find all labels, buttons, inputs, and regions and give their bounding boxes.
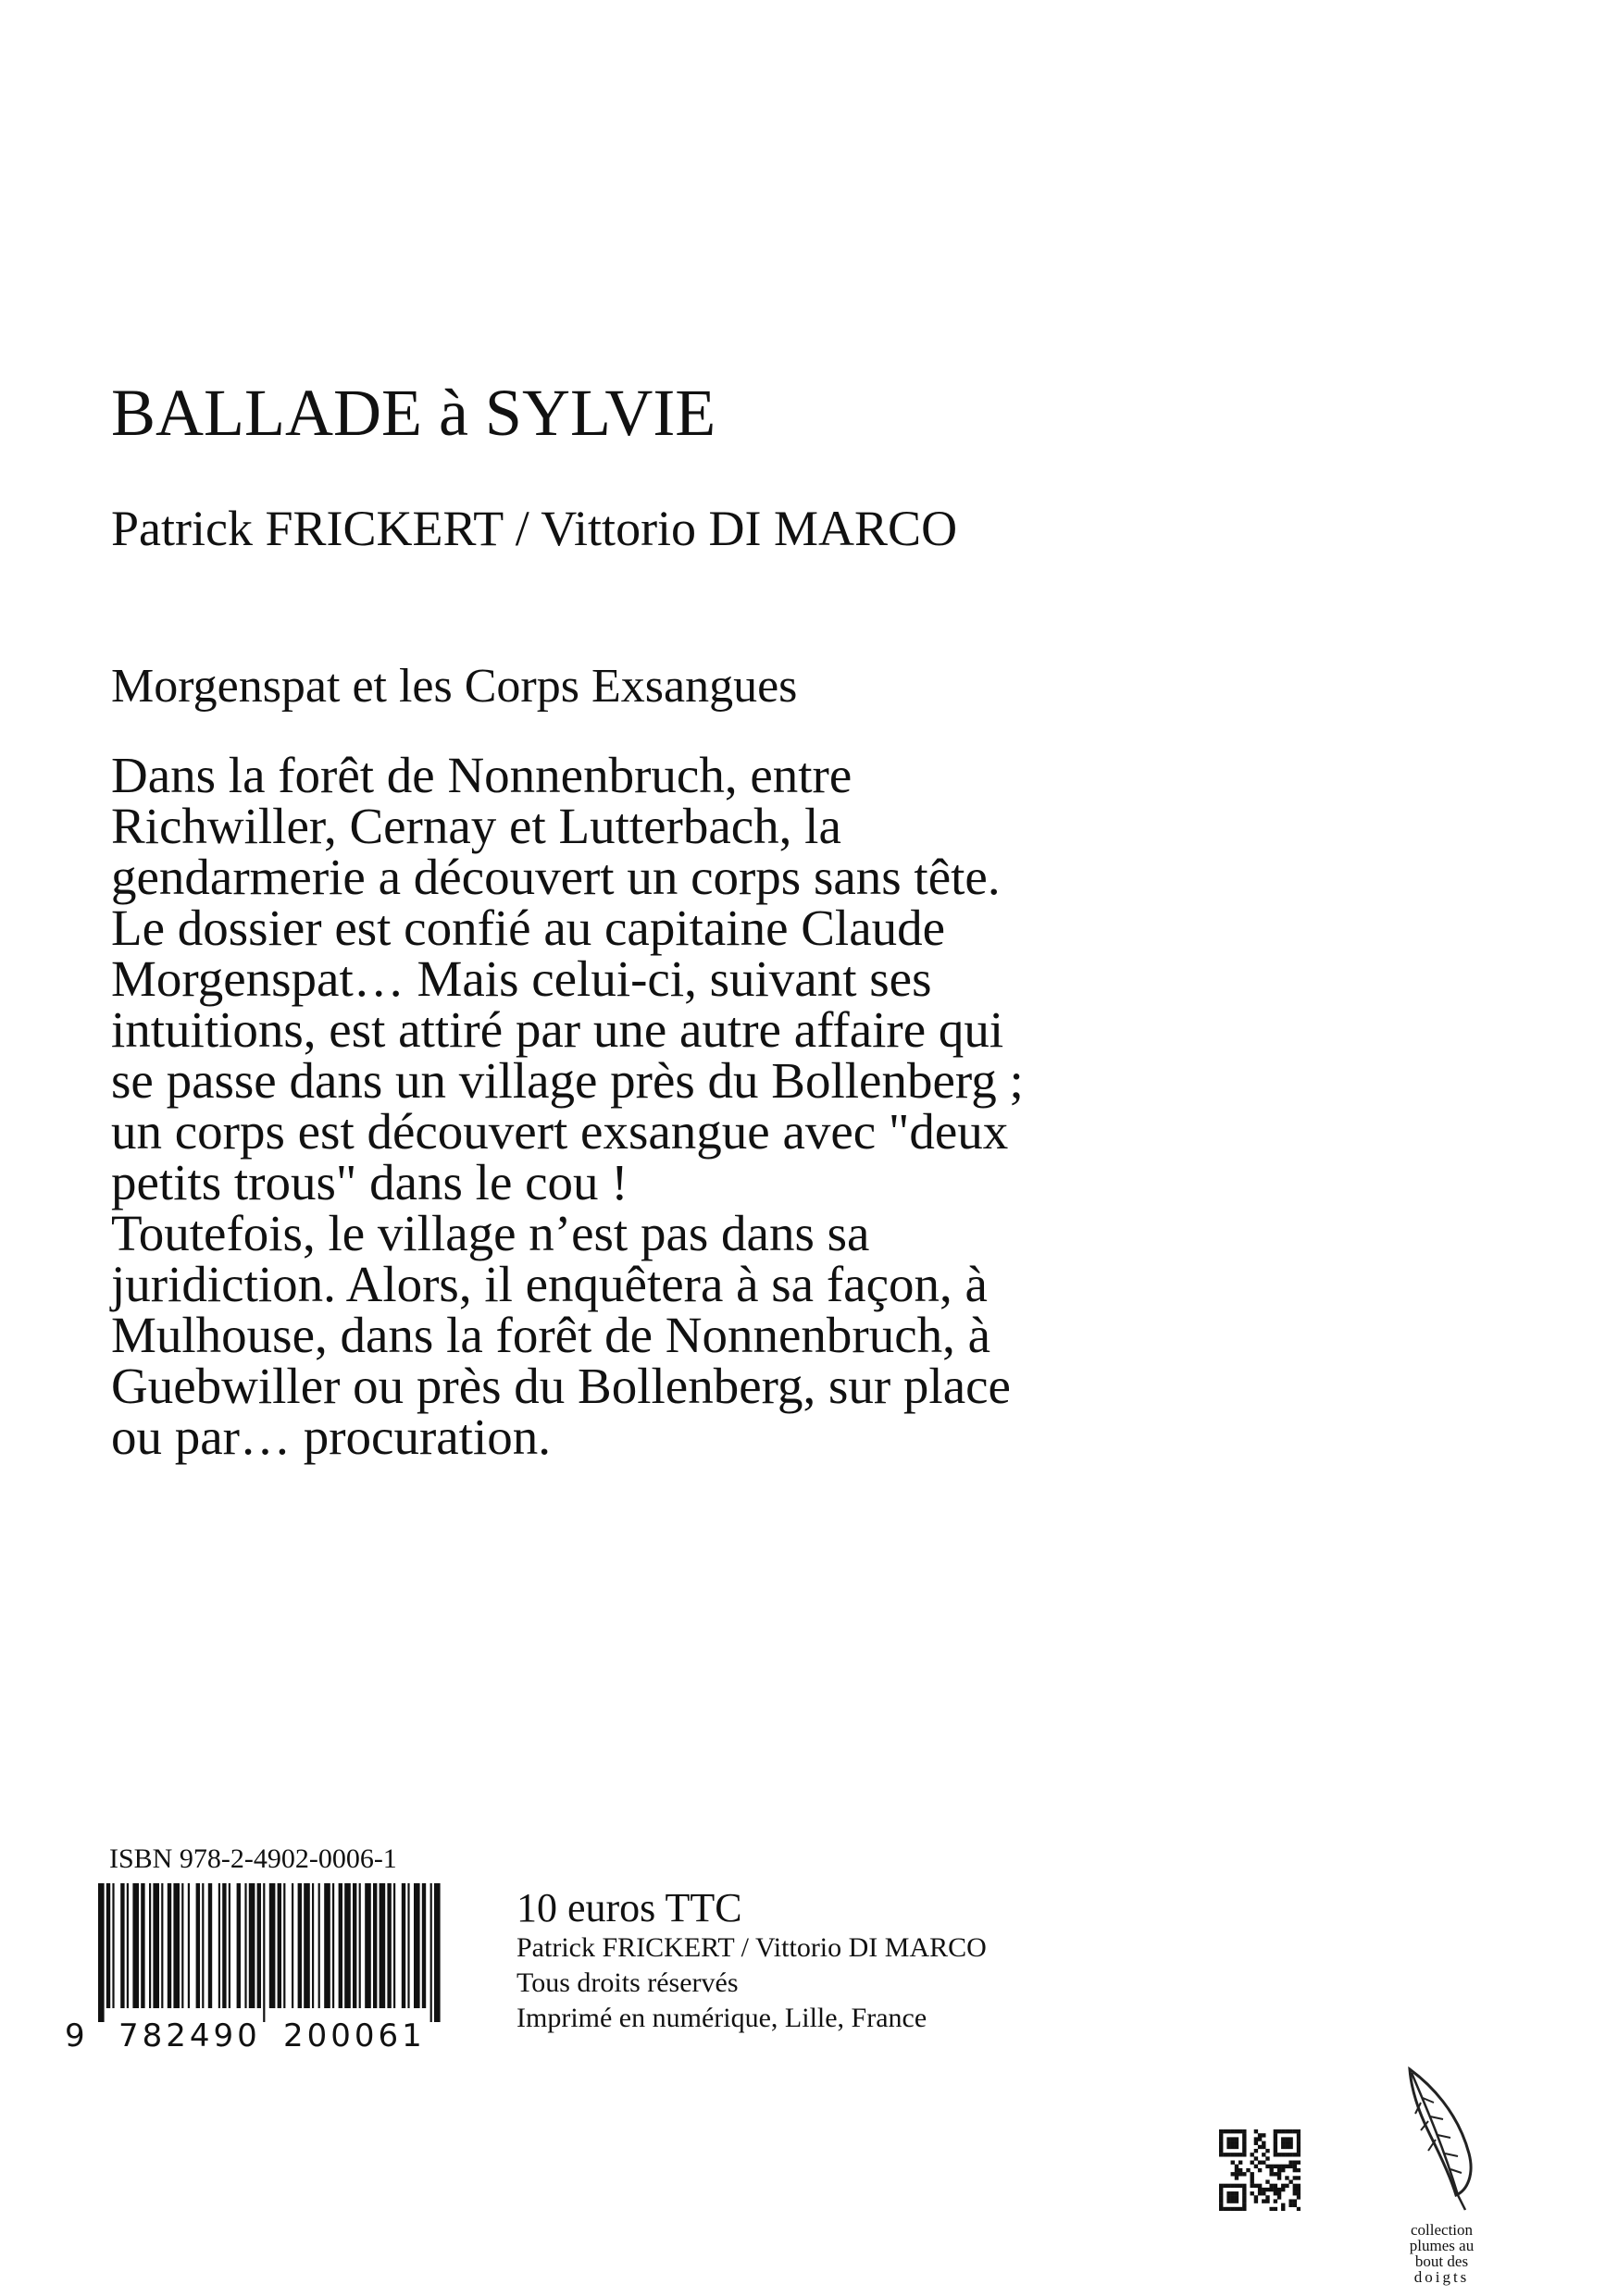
barcode-bar — [365, 1883, 371, 2008]
barcode-bar — [269, 1883, 276, 2008]
barcode-left-digits: 782490 — [118, 2017, 261, 2054]
barcode-bar — [283, 1883, 285, 2008]
back-cover-summary — [111, 747, 1222, 1465]
book-authors: Patrick FRICKERT / Vittorio DI MARCO — [111, 501, 958, 556]
barcode-bar — [324, 1883, 330, 2008]
summary-line: Mulhouse, dans la forêt de Nonnenbruch, à — [111, 1307, 991, 1363]
barcode-first-digit: 9 — [65, 2017, 85, 2054]
barcode-bar — [344, 1883, 351, 2008]
barcode-bar — [278, 1883, 281, 2008]
barcode-bar — [434, 1883, 441, 2022]
barcode-bar — [202, 1883, 204, 2008]
barcode-bar — [422, 1883, 426, 2008]
collection-label — [1388, 2222, 1495, 2285]
barcode-bar — [188, 1883, 190, 2008]
barcode-bar — [387, 1883, 391, 2008]
barcode-bar — [173, 1883, 180, 2008]
collection-line: collection — [1410, 2221, 1474, 2239]
summary-line: un corps est découvert exsangue avec "deux — [111, 1103, 1009, 1160]
barcode-bar — [132, 1883, 139, 2008]
summary-line: juridiction. Alors, il enquêtera à sa façon, à — [111, 1256, 988, 1312]
barcode-right-digits: 200061 — [283, 2017, 426, 2054]
barcode-bar — [141, 1883, 144, 2008]
barcode-bar — [263, 1883, 265, 2022]
imprint-rights: Tous droits réservés — [517, 1967, 739, 1998]
barcode-bar — [181, 1883, 183, 2008]
barcode-bar — [218, 1883, 220, 2008]
barcode-bar — [318, 1883, 320, 2008]
barcode-bar — [257, 1883, 261, 2008]
barcode-bar — [393, 1883, 395, 2008]
barcode-bar — [380, 1883, 386, 2008]
barcode-bar — [112, 1883, 114, 2008]
barcode-bar — [237, 1883, 241, 2008]
collection-line: plumes au — [1409, 2237, 1475, 2254]
summary-line: ou par… procuration. — [111, 1409, 551, 1465]
collection-line: bout des — [1414, 2253, 1469, 2270]
barcode-bar — [304, 1883, 310, 2008]
barcode-bar — [249, 1883, 255, 2008]
barcode-bar — [244, 1883, 246, 2008]
barcode-bar — [196, 1883, 200, 2008]
summary-line: petits trous" dans le cou ! — [111, 1154, 629, 1210]
barcode-bar — [98, 1883, 105, 2022]
imprint-authors: Patrick FRICKERT / Vittorio DI MARCO — [517, 1932, 987, 1963]
isbn-label: ISBN 978-2-4902-0006-1 — [109, 1843, 397, 1874]
barcode-bar — [149, 1883, 151, 2008]
summary-line: Dans la forêt de Nonnenbruch, entre — [111, 747, 853, 803]
barcode-bar — [222, 1883, 226, 2008]
summary-line: Morgenspat… Mais celui-ci, suivant ses — [111, 950, 932, 1007]
barcode-bar — [312, 1883, 314, 2008]
summary-line: intuitions, est attiré par une autre affaire qui — [111, 1001, 1004, 1058]
summary-line: Le dossier est confié au capitaine Claude — [111, 900, 946, 956]
barcode-bar — [298, 1883, 302, 2008]
barcode-bar — [430, 1883, 432, 2022]
summary-line: Guebwiller ou près du Bollenberg, sur place — [111, 1358, 1011, 1414]
price: 10 euros TTC — [517, 1885, 742, 1930]
summary-line: Toutefois, le village n’est pas dans sa — [111, 1205, 870, 1261]
barcode-bar — [332, 1883, 334, 2008]
barcode-bar — [168, 1883, 171, 2008]
barcode-bar — [153, 1883, 159, 2008]
barcode-bar — [402, 1883, 405, 2008]
barcode-bar — [106, 1883, 110, 2008]
barcode-bar — [353, 1883, 356, 2008]
summary-line: Richwiller, Cernay et Lutterbach, la — [111, 798, 841, 854]
barcode-bar — [359, 1883, 361, 2008]
barcode-bar — [229, 1883, 230, 2008]
book-title: BALLADE à SYLVIE — [111, 376, 716, 450]
barcode-bar — [208, 1883, 212, 2008]
barcode-bar — [120, 1883, 124, 2008]
book-subtitle: Morgenspat et les Corps Exsangues — [111, 660, 798, 713]
barcode-bar — [407, 1883, 409, 2008]
qr-code-icon — [1219, 2129, 1301, 2211]
barcode-image — [65, 1883, 454, 2022]
collection-line: doigts — [1413, 2268, 1470, 2286]
barcode-bar — [292, 1883, 293, 2008]
barcode-bar — [161, 1883, 163, 2008]
imprint-info — [517, 1930, 987, 2036]
barcode-bar — [339, 1883, 342, 2008]
barcode-bar — [373, 1883, 377, 2008]
feather-icon — [1402, 2066, 1481, 2214]
barcode-bar — [414, 1883, 420, 2008]
imprint-printed: Imprimé en numérique, Lille, France — [517, 2003, 927, 2033]
barcode-bar — [127, 1883, 129, 2008]
summary-line: gendarmerie a découvert un corps sans tête. — [111, 849, 1001, 905]
summary-line: se passe dans un village près du Bollenberg ; — [111, 1052, 1024, 1109]
